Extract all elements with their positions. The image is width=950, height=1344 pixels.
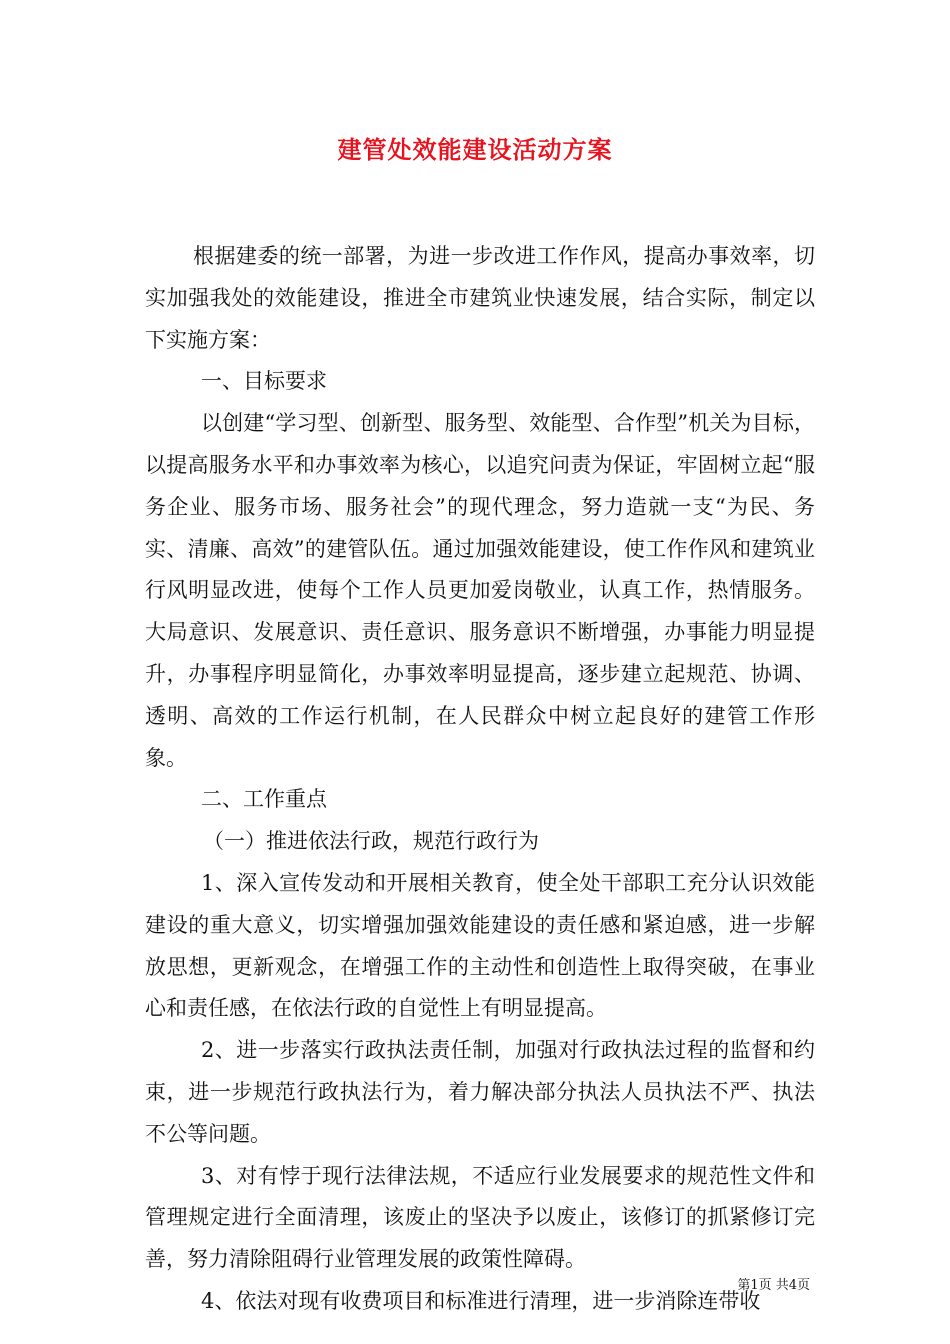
page-number: 第1页 共4页: [737, 1278, 810, 1293]
list-item-3: 3、对有悖于现行法律法规，不适应行业发展要求的规范性文件和管理规定进行全面清理，该废止的坚决予以废止，该修订的抓紧修订完善，努力清除阻碍行业管理发展的政策性障碍。: [145, 1163, 815, 1272]
list-item-2: 2、进一步落实行政执法责任制，加强对行政执法过程的监督和约束，进一步规范行政执法行为，着力解决部分执法人员执法不严、执法不公等问题。: [145, 1038, 815, 1146]
section-heading-goals: 一、目标要求: [201, 369, 327, 394]
list-item-4: 4、依法对现有收费项目和标准进行清理，进一步消除连带收: [201, 1288, 761, 1313]
section-heading-focus: 二、工作重点: [201, 787, 327, 812]
goals-paragraph: 以创建“学习型、创新型、服务型、效能型、合作型”机关为目标，以提高服务水平和办事效率为核心，以追究问责为保证，牢固树立起“服务企业、服务市场、服务社会”的现代理念，努力造就一支“为民、务实、清廉、高效”的建管队伍。通过加强效能建设，使工作作风和建筑业行风明显改进，使每个工作人员更加爱岗敬业，认真工作，热情服务。大局意识、发展意识、责任意识、服务意识不断增强，办事能力明显提升，办事程序明显简化，办事效率明显提高，逐步建立起规范、协调、透明、高效的工作运行机制，在人民群众中树立起良好的建管工作形象。: [145, 411, 815, 770]
list-item-1: 1、深入宣传发动和开展相关教育，使全处干部职工充分认识效能建设的重大意义，切实增强加强效能建设的责任感和紧迫感，进一步解放思想，更新观念，在增强工作的主动性和创造性上取得突破，在事业心和责任感，在依法行政的自觉性上有明显提高。: [145, 870, 815, 1021]
document-body: [145, 236, 815, 1323]
document-title: 建管处效能建设活动方案: [337, 135, 613, 164]
intro-paragraph: 根据建委的统一部署，为进一步改进工作作风，提高办事效率，切实加强我处的效能建设，推进全市建筑业快速发展，结合实际，制定以下实施方案：: [145, 244, 815, 352]
subsection-heading-law: （一）推进依法行政，规范行政行为: [203, 829, 539, 854]
